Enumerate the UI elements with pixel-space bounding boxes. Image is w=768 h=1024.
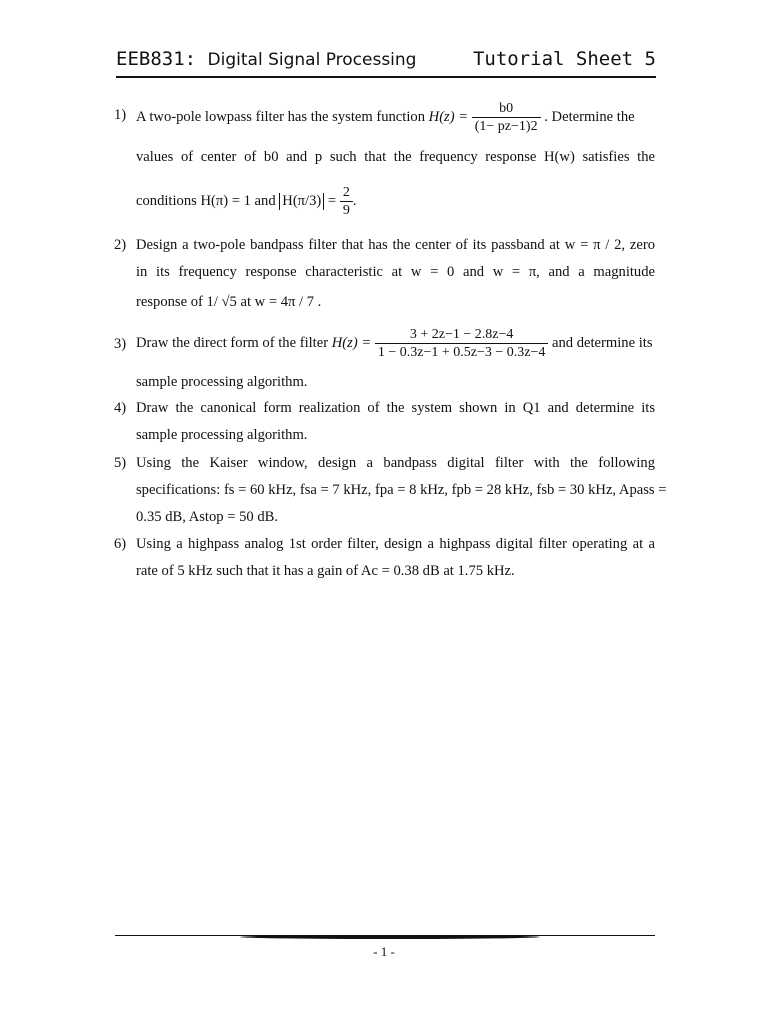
transfer-function-fraction [472, 100, 541, 135]
course-title: Digital Signal Processing [207, 50, 417, 70]
question-4-line-2: sample processing algorithm. [136, 427, 308, 443]
question-2-line-2: in its frequency response characteristic at w = 0 and w = π, and a magnitude [136, 264, 655, 280]
question-4 [114, 395, 655, 451]
question-5-line-3: 0.35 dB, Astop = 50 dB. [136, 509, 279, 525]
question-number: 3) [114, 336, 127, 352]
hz-symbol: H(z) = [331, 334, 372, 351]
question-6 [114, 531, 655, 587]
question-number: 2) [114, 237, 127, 253]
question-3 [114, 327, 655, 401]
question-1-line-3: conditions H(π) = 1 and H(π/3) = $\frac{2}{9}$ . [136, 185, 357, 218]
footer-divider-accent [240, 935, 540, 939]
ratio-fraction: $\frac{2}{9}$ [340, 184, 353, 219]
filter-fraction [375, 326, 549, 361]
question-5-line-2: specifications: fs = 60 kHz, fsa = 7 kHz, fpa = 8 kHz, fpb = 28 kHz, fsb = 30 kHz, Apass = [136, 482, 667, 498]
question-5 [114, 450, 667, 534]
question-2-line-1: Design a two-pole bandpass filter that has the center of its passband at w = π / 2, zero [136, 237, 655, 253]
fraction-numerator: 3 + 2z−1 − 2.8z−4 [375, 326, 549, 344]
header-title [116, 48, 416, 70]
question-1 [114, 100, 655, 230]
magnitude-expression: H(π/3) [279, 193, 324, 210]
question-2-line-3: response of 1/ √5 at w = 4π / 7 . [136, 294, 322, 310]
fraction-numerator: b0 [472, 100, 541, 118]
question-number: 4) [114, 400, 127, 416]
question-6-line-2: rate of 5 kHz such that it has a gain of Ac = 0.38 dB at 1.75 kHz. [136, 563, 515, 579]
question-2 [114, 232, 655, 322]
fraction-denominator: 1 − 0.3z−1 + 0.5z−3 − 0.3z−4 [377, 345, 546, 360]
question-5-line-1: Using the Kaiser window, design a bandpass digital filter with the following [136, 455, 655, 471]
question-3-line-2: sample processing algorithm. [136, 374, 308, 390]
question-1-line-2: values of center of b0 and p such that the frequency response H(w) satisfies the [136, 149, 655, 165]
question-number: 6) [114, 536, 127, 552]
page-number: - 1 - [373, 944, 395, 959]
sheet-label: Tutorial Sheet 5 [472, 48, 656, 70]
question-1-line-1: A two-pole lowpass filter has the system function H(z) = $\frac{b0}{(1- pz-1)2}$ . Determine the [136, 101, 635, 134]
course-code: EEB831: [116, 48, 197, 70]
question-6-line-1: Using a highpass analog 1st order filter, design a highpass digital filter operating at a [136, 536, 655, 552]
question-4-line-1: Draw the canonical form realization of the system shown in Q1 and determine its [136, 400, 655, 416]
question-3-line-1: Draw the direct form of the filter H(z) = $\frac{3 + 2z-1 - 2.8z-4}{1 - 0.3z-1 + 0.5z-3 - 0.3z-4}$ and determine its [136, 327, 653, 360]
question-number: 1) [114, 107, 127, 123]
question-number: 5) [114, 455, 127, 471]
fraction-denominator: (1− pz−1)2 [474, 119, 538, 134]
page-header [116, 46, 656, 78]
hz-symbol: H(z) = [428, 108, 469, 125]
